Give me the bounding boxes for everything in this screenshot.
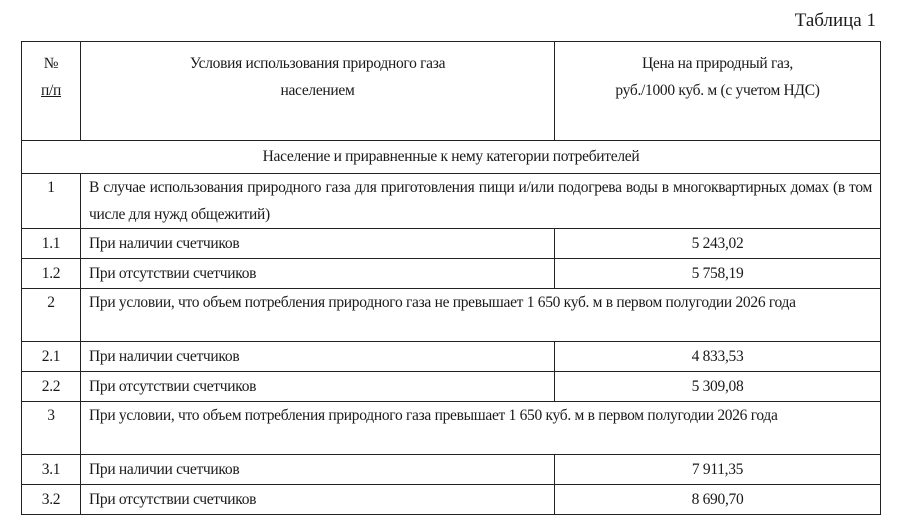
- row-price: 5 758,19: [555, 259, 881, 289]
- table-row: [22, 372, 881, 402]
- table-row: [22, 259, 881, 289]
- table-row: [22, 455, 881, 485]
- table-header-row: [22, 42, 881, 141]
- row-num: 3.1: [22, 455, 81, 485]
- row-text: При отсутствии счетчиков: [81, 259, 555, 289]
- row-text: При наличии счетчиков: [81, 455, 555, 485]
- row-text: При наличии счетчиков: [81, 229, 555, 259]
- row-num: 1.1: [22, 229, 81, 259]
- row-price: 5 243,02: [555, 229, 881, 259]
- header-conditions-line2: населением: [280, 82, 355, 99]
- row-price: 5 309,08: [555, 372, 881, 402]
- row-num: 2.1: [22, 342, 81, 372]
- table-row: [22, 342, 881, 372]
- table-caption: Таблица 1: [794, 10, 876, 31]
- row-num: 2: [22, 289, 81, 342]
- header-num-line1: №: [43, 55, 59, 72]
- row-text: При условии, что объем потребления природного газа превышает 1 650 куб. м в первом полугодии 2026 года: [81, 402, 881, 455]
- header-price-line2: руб./1000 куб. м (с учетом НДС): [615, 82, 820, 99]
- row-text: В случае использования природного газа для приготовления пищи и/или подогрева воды в многоквартирных домах (в том числе для нужд общежитий): [81, 174, 881, 229]
- row-text: При условии, что объем потребления природного газа не превышает 1 650 куб. м в первом полугодии 2026 года: [81, 289, 881, 342]
- row-price: 7 911,35: [555, 455, 881, 485]
- header-price-line1: Цена на природный газ,: [642, 55, 793, 72]
- table-row: [22, 174, 881, 229]
- row-num: 1.2: [22, 259, 81, 289]
- row-text: При отсутствии счетчиков: [81, 372, 555, 402]
- section-row: [22, 141, 881, 174]
- header-price: [555, 42, 881, 141]
- row-num: 3: [22, 402, 81, 455]
- row-price: 4 833,53: [555, 342, 881, 372]
- header-num: [22, 42, 81, 141]
- table-row: [22, 402, 881, 455]
- header-num-line2: п/п: [41, 82, 61, 99]
- row-num: 1: [22, 174, 81, 229]
- table-row: [22, 289, 881, 342]
- header-conditions-line1: Условия использования природного газа: [189, 55, 446, 72]
- gas-price-table: [21, 41, 881, 515]
- row-num: 3.2: [22, 485, 81, 515]
- table-row: [22, 485, 881, 515]
- header-conditions: [81, 42, 555, 141]
- table-row: [22, 229, 881, 259]
- row-price: 8 690,70: [555, 485, 881, 515]
- row-text: При отсутствии счетчиков: [81, 485, 555, 515]
- row-num: 2.2: [22, 372, 81, 402]
- row-text: При наличии счетчиков: [81, 342, 555, 372]
- section-title: Население и приравненные к нему категории потребителей: [22, 141, 881, 174]
